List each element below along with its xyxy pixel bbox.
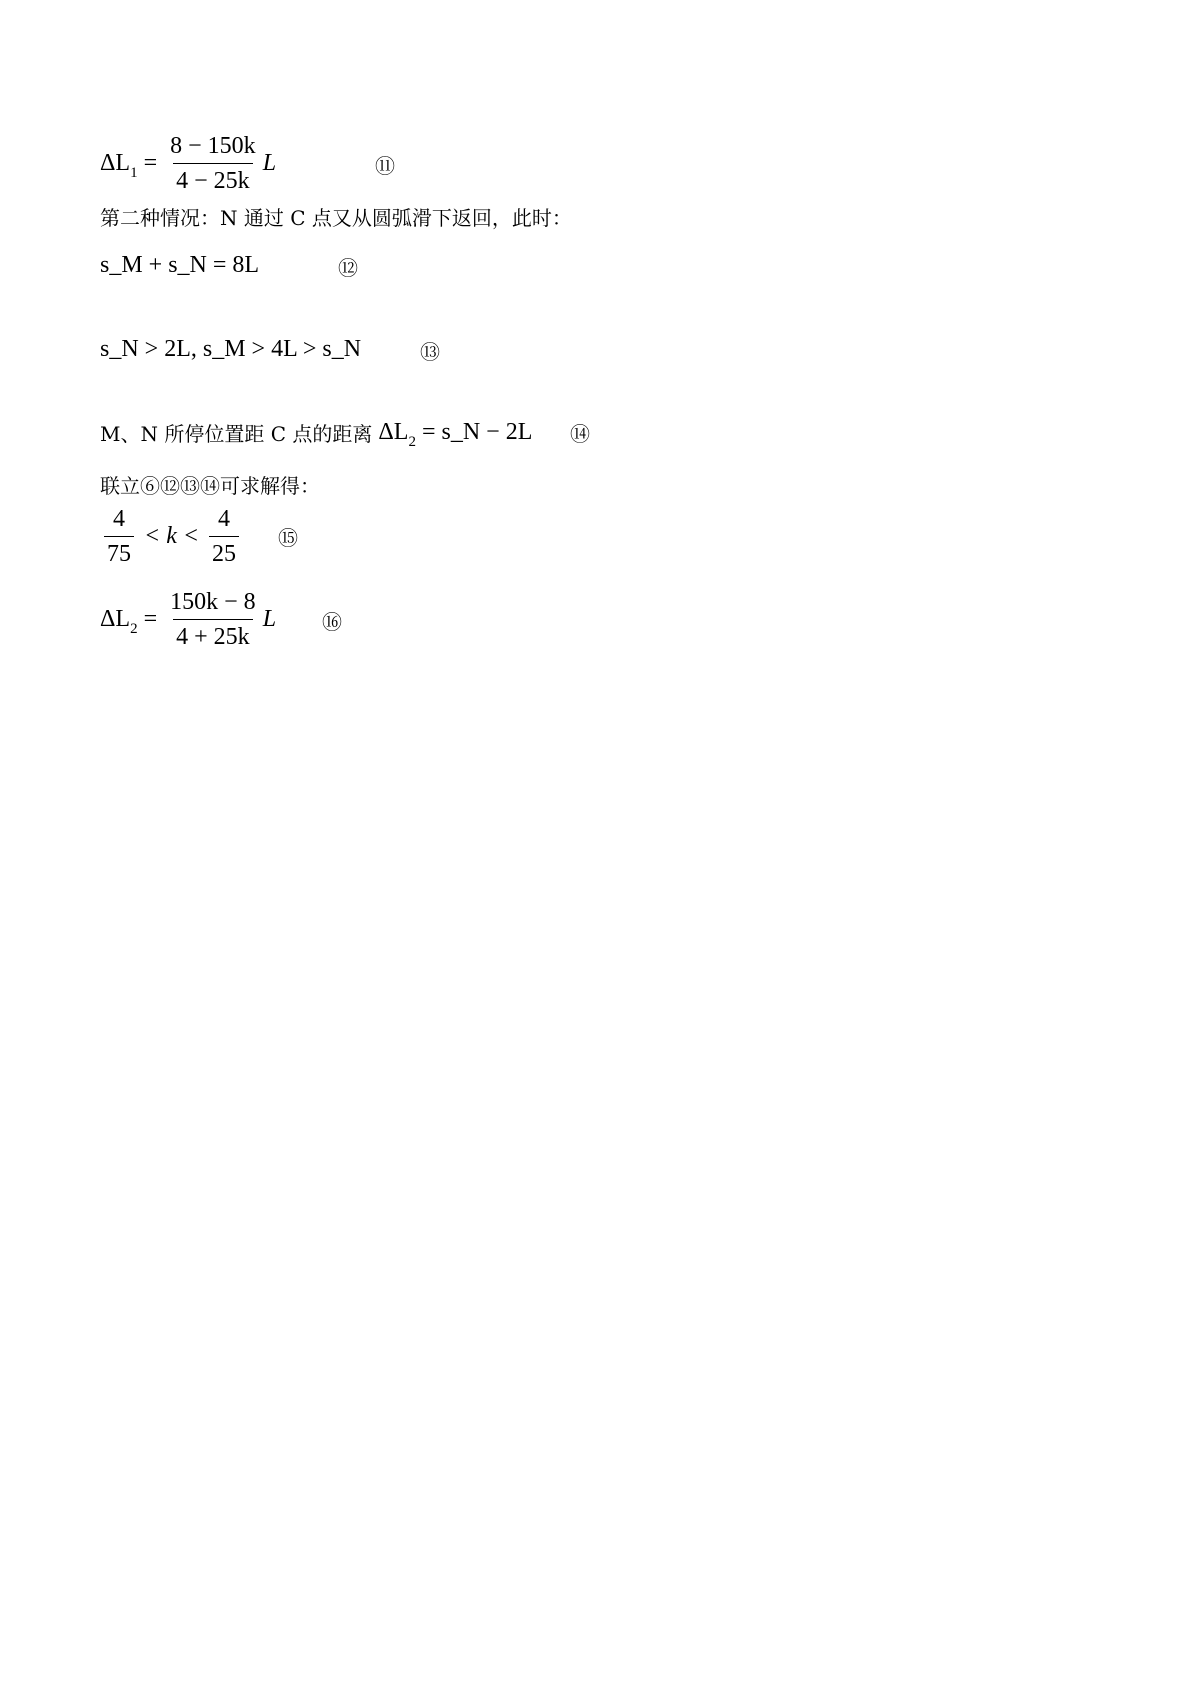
eq14-rhs: = s_N − 2L [421, 419, 533, 445]
equation-number-11: ⑪ [375, 154, 395, 178]
eq15-right-numerator: 4 [218, 506, 231, 532]
eq15-left-numerator: 4 [113, 506, 125, 532]
equation-13: s_N > 2L, s_M > 4L > s_N [100, 336, 362, 362]
eq11-tail: L [262, 150, 277, 176]
eq11-denominator: 4 − 25k [173, 163, 253, 195]
eq15-middle: < k < [144, 523, 200, 549]
equals-sign: = [143, 606, 158, 632]
case2-text: 第二种情况：N 通过 C 点又从圆弧滑下返回，此时： [100, 206, 572, 230]
equals-sign: = [143, 150, 158, 176]
eq16-denominator: 4 + 25k [173, 619, 253, 651]
eq16-lhs: $\Delta L_2$ [100, 606, 138, 637]
eq15-left-denominator: 75 [104, 536, 134, 568]
eq16-tail: L [262, 606, 277, 632]
equation-12: s_M + s_N = 8L [100, 252, 260, 278]
equation-number-13: ⑬ [420, 340, 440, 364]
equation-number-16: ⑯ [322, 610, 342, 634]
equation-11 [100, 132, 276, 195]
eq14-lhs: $\Delta L_2$ [378, 419, 416, 450]
eq15-right-denominator: 25 [209, 536, 239, 568]
eq16-numerator: 150k − 8 [170, 589, 256, 615]
joint-text: 联立⑥⑫⑬⑭可求解得： [100, 474, 320, 498]
equation-14 [100, 418, 533, 450]
equation-16 [100, 588, 276, 651]
eq15-right-fraction [209, 505, 239, 568]
equation-15 [100, 505, 243, 568]
eq11-lhs: $\Delta L_1$ [100, 150, 138, 181]
eq11-fraction [167, 132, 259, 195]
eq15-left-fraction [104, 505, 134, 568]
eq11-numerator: 8 − 150k [170, 133, 256, 159]
equation-number-12: ⑫ [338, 256, 358, 280]
eq16-fraction [167, 588, 259, 651]
equation-number-15: ⑮ [278, 526, 298, 550]
equation-number-14: ⑭ [570, 422, 590, 446]
eq14-prefix: M、N 所停位置距 C 点的距离 [100, 422, 373, 446]
